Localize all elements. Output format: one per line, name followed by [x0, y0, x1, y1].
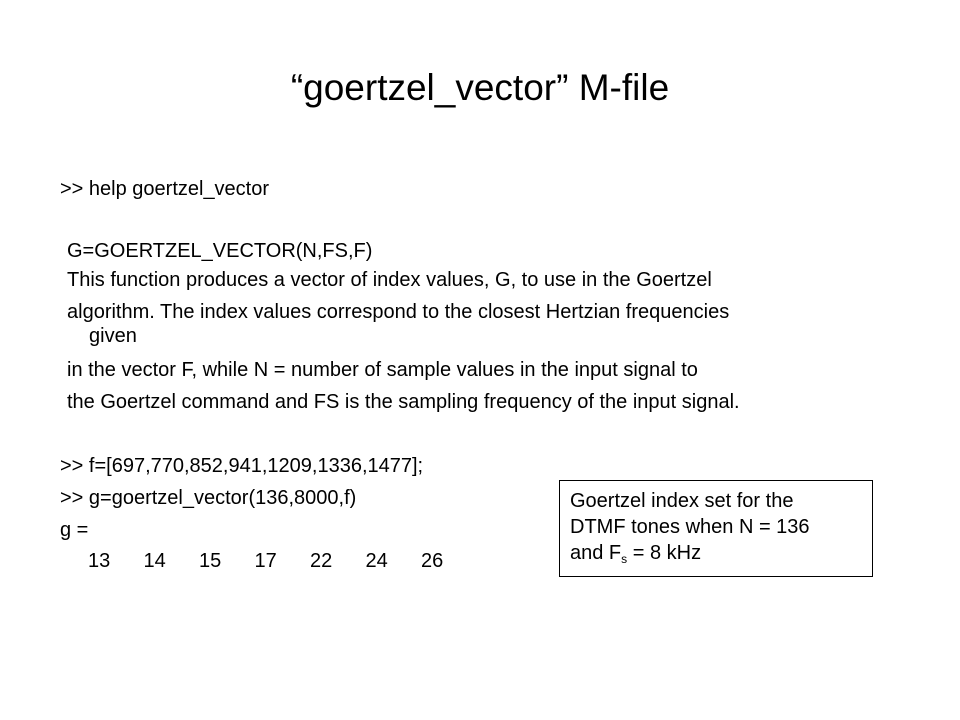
help-line-2: algorithm. The index values correspond to the closest Hertzian frequencies	[67, 301, 730, 323]
output-value: 24	[365, 550, 388, 572]
note-subscript: s	[621, 552, 628, 566]
note-line-1: Goertzel index set for the	[570, 490, 794, 512]
note-box	[559, 480, 873, 577]
help-line-4: the Goertzel command and FS is the sampling frequency of the input signal.	[67, 391, 740, 413]
slide-title: “goertzel_vector” M-file	[290, 67, 670, 108]
help-command: >> help goertzel_vector	[60, 178, 270, 200]
help-signature: G=GOERTZEL_VECTOR(N,FS,F)	[67, 240, 373, 262]
help-line-2-wrap: given	[89, 325, 137, 347]
output-label: g =	[60, 519, 89, 541]
help-line-1: This function produces a vector of index values, G, to use in the Goertzel	[67, 269, 712, 291]
output-value: 14	[143, 550, 166, 572]
note-line-3	[570, 540, 872, 566]
output-value: 13	[88, 550, 111, 572]
help-line-3: in the vector F, while N = number of sample values in the input signal to	[67, 359, 698, 381]
output-value: 26	[421, 550, 444, 572]
output-value: 17	[254, 550, 277, 572]
output-value: 15	[199, 550, 222, 572]
command-g: >> g=goertzel_vector(136,8000,f)	[60, 487, 357, 509]
output-values	[88, 549, 477, 573]
output-value: 22	[310, 550, 333, 572]
note-line-3-suffix: = 8 kHz	[627, 542, 702, 564]
command-f: >> f=[697,770,852,941,1209,1336,1477];	[60, 455, 424, 477]
note-line-3-prefix: and F	[570, 542, 622, 564]
note-line-2: DTMF tones when N = 136	[570, 516, 810, 538]
